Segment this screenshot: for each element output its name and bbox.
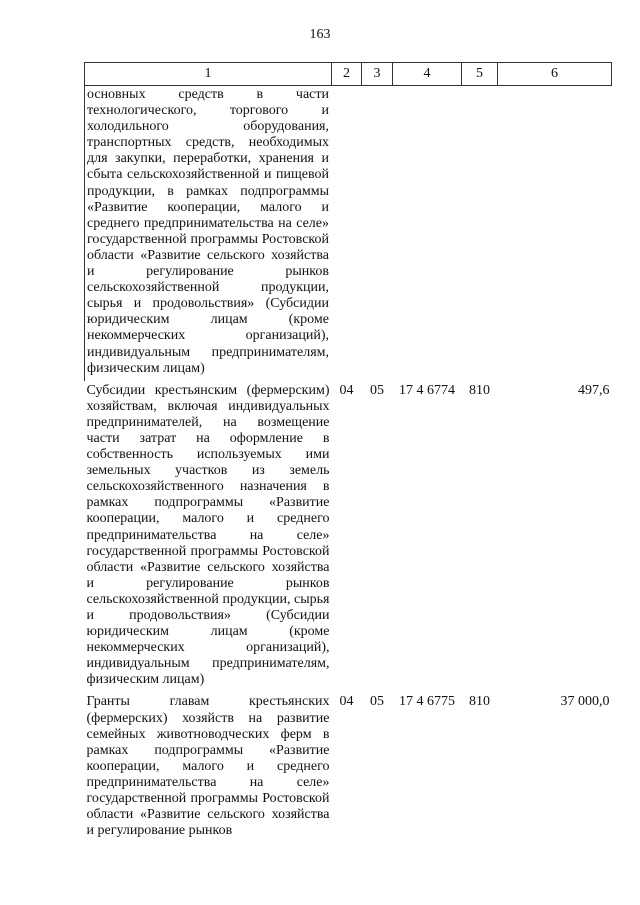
row-rz: 04	[339, 694, 354, 710]
table-row	[85, 692, 612, 843]
header-col-6: 6	[498, 63, 612, 86]
header-col-2: 2	[332, 63, 362, 86]
table-row	[85, 86, 612, 381]
row-vr: 810	[469, 694, 490, 710]
row-amount	[498, 86, 612, 381]
row-description: основных средств в части технологического, торгового и холодильного оборудования, транспортных средств, необходимых для закупки, переработки, хранения и сбыта сельскохозяйственной и пищевой продукции, в рамках подпрограммы «Развитие кооперации, малого и среднего предпринимательства на селе» государственной программы Ростовской области «Развитие сельского хозяйства и регулирование рынков сельскохозяйственной продукции, сырья и продовольствия» (Субсидии юридическим лицам (кроме некоммерческих организаций), индивидуальным предпринимателям, физическим лицам)	[85, 86, 332, 381]
row-pr: 05	[370, 382, 384, 398]
budget-table	[84, 62, 612, 843]
table-row	[85, 381, 612, 693]
page-number: 163	[309, 27, 331, 42]
row-vr	[462, 86, 498, 381]
row-csr: 17 4 6775	[399, 694, 455, 710]
row-rz: 04	[339, 382, 354, 398]
row-description: Субсидии крестьянским (фермерским) хозяйствам, включая индивидуальных предпринимателей, на возмещение части затрат на оформление в собственность используемых ими земельных участков из земель сельскохозяйственного назначения в рамках подпрограммы «Развитие кооперации, малого и среднего предпринимательства на селе» государственной программы Ростовской области «Развитие сельского хозяйства и регулирование рынков сельскохозяйственной продукции, сырья и продовольствия» (Субсидии юридическим лицам (кроме некоммерческих организаций), индивидуальным предпринимателям, физическим лицам)	[86, 382, 330, 688]
row-pr: 05	[370, 694, 384, 710]
row-vr: 810	[469, 382, 490, 398]
row-amount: 37 000,0	[560, 694, 610, 710]
row-description: Гранты главам крестьянских (фермерских) хозяйств на развитие семейных животноводческих ферм в рамках подпрограммы «Развитие кооперации, малого и среднего предпринимательства на селе» государственной программы Ростовской области «Развитие сельского хозяйства и регулирование рынков	[86, 694, 330, 839]
header-col-5: 5	[462, 63, 498, 86]
header-col-3: 3	[362, 63, 393, 86]
header-col-1: 1	[85, 63, 332, 86]
header-row	[85, 63, 612, 86]
row-pr	[362, 86, 393, 381]
header-col-4: 4	[393, 63, 462, 86]
row-amount: 497,6	[578, 382, 610, 398]
row-rz	[332, 86, 362, 381]
row-csr	[393, 86, 462, 381]
row-csr: 17 4 6774	[399, 382, 455, 398]
